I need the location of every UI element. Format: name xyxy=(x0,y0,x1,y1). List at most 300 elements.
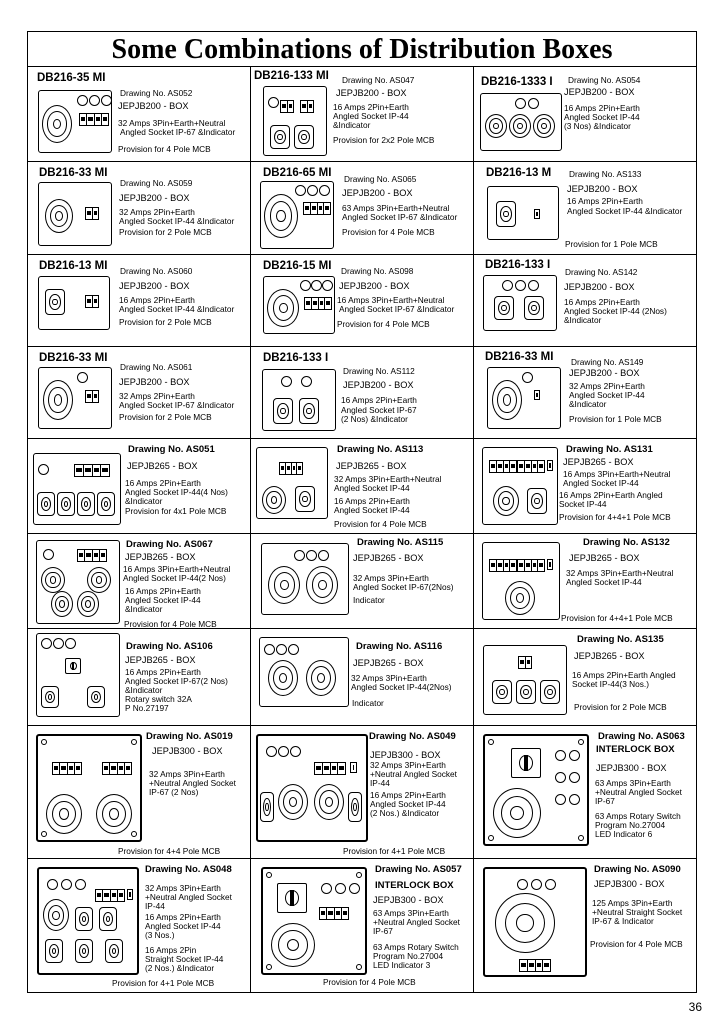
indicator-lamp xyxy=(47,879,58,890)
drawing-number: Drawing No. AS067 xyxy=(126,539,213,550)
spec-line: 16 Amps 2Pin+Earth xyxy=(334,496,410,506)
box-drawing xyxy=(487,186,559,240)
mcb-icon xyxy=(518,656,532,669)
socket-icon xyxy=(278,784,308,820)
socket-icon xyxy=(51,591,73,617)
spec-line: Angled Socket IP-44 xyxy=(566,577,642,587)
mcb-provision: Provision for 4+4+1 Pole MCB xyxy=(559,512,671,522)
model-code: DB216-133 I xyxy=(263,352,329,364)
socket-icon xyxy=(509,114,531,138)
indicator-lamp xyxy=(290,746,301,757)
indicator-lamp xyxy=(569,772,580,783)
box-drawing xyxy=(33,453,121,525)
mcb-icon xyxy=(300,100,314,113)
spec-line: 63 Amps 3Pin+Earth+Neutral xyxy=(342,203,450,213)
spec-line: Angled Socket IP-44 xyxy=(563,478,639,488)
mcb-provision: Provision for 1 Pole MCB xyxy=(565,239,658,249)
model-code: DB216-1333 I xyxy=(481,76,553,88)
spec-line: +Neutral Angled Socket xyxy=(370,769,457,779)
box-type: JEPJB300 - BOX xyxy=(594,879,665,889)
product-cell xyxy=(474,859,696,992)
model-code: DB216-15 MI xyxy=(263,260,332,272)
product-cell xyxy=(28,439,250,533)
socket-icon xyxy=(87,686,105,708)
mcb-provision: Provision for 1 Pole MCB xyxy=(569,414,662,424)
box-drawing xyxy=(483,867,587,977)
mcb-icon xyxy=(280,100,294,113)
spec-line: (3 Nos) &Indicator xyxy=(564,121,631,131)
mcb-icon xyxy=(534,209,540,219)
indicator-lamp xyxy=(555,772,566,783)
spec-line: 32 Amps 3Pin+Earth+Neutral xyxy=(334,474,442,484)
spec-line: Angled Socket IP-44(4 Nos) xyxy=(125,487,228,497)
product-cell xyxy=(474,629,696,725)
indicator-lamp xyxy=(276,644,287,655)
page-number: 36 xyxy=(688,1000,702,1014)
spec-line: &Indicator xyxy=(333,120,371,130)
spec-line: +Neutral Angled Socket xyxy=(149,778,236,788)
box-type: JEPJB300 - BOX xyxy=(370,750,441,760)
model-code: DB216-13 M xyxy=(486,167,552,179)
drawing-number: Drawing No. AS060 xyxy=(120,266,193,276)
box-drawing xyxy=(36,540,120,624)
spec-line: 63 Amps 3Pin+Earth xyxy=(373,908,449,918)
spec-line: &Indicator xyxy=(569,399,607,409)
socket-icon xyxy=(96,794,132,834)
indicator-lamp xyxy=(335,883,346,894)
screw-icon xyxy=(41,831,47,837)
model-code: DB216-133 I xyxy=(485,259,551,271)
drawing-number: Drawing No. AS133 xyxy=(569,169,642,179)
box-drawing xyxy=(36,633,120,717)
mcb-icon xyxy=(519,959,551,972)
box-drawing xyxy=(256,447,328,519)
product-cell xyxy=(28,347,250,438)
box-drawing xyxy=(480,93,562,151)
box-type: JEPJB265 - BOX xyxy=(569,553,640,563)
spec-line: 16 Amps 2Pin+Earth xyxy=(145,912,221,922)
mcb-icon xyxy=(314,762,346,775)
spec-line: Straight Socket IP-44 xyxy=(145,954,224,964)
mcb-provision: Provision for 2 Pole MCB xyxy=(119,317,212,327)
mcb-icon xyxy=(74,464,110,477)
socket-icon xyxy=(273,398,293,424)
product-cell xyxy=(474,347,696,438)
indicator-lamp xyxy=(43,549,54,560)
box-type: JEPJB265 - BOX xyxy=(336,461,407,471)
box-type: JEPJB200 - BOX xyxy=(118,101,189,111)
box-type: JEPJB300 - BOX xyxy=(152,746,223,756)
spec-line: 16 Amps 2Pin+Earth Angled xyxy=(559,490,663,500)
box-drawing xyxy=(36,734,142,842)
spec-line: &Indicator xyxy=(564,315,602,325)
spec-line: Angled Socket IP-44 xyxy=(569,390,645,400)
spec-line: 63 Amps 3Pin+Earth xyxy=(595,778,671,788)
box-drawing xyxy=(262,369,336,431)
spec-line: Angled Socket IP-67 &Indicator xyxy=(120,127,236,137)
indicator-lamp xyxy=(266,746,277,757)
mcb-icon xyxy=(489,559,517,572)
spec-line: +Neutral Angled Socket xyxy=(595,787,682,797)
spec-line: IP-67 (2 Nos) xyxy=(149,787,199,797)
indicator-lamp xyxy=(288,644,299,655)
indicator-lamp xyxy=(517,879,528,890)
socket-icon xyxy=(75,939,93,963)
indicator-lamp xyxy=(38,464,49,475)
drawing-number: Drawing No. AS047 xyxy=(342,75,415,85)
spec-line: 32 Amps 2Pin+Earth xyxy=(119,207,195,217)
box-type: JEPJB200 - BOX xyxy=(119,377,190,387)
indicator-lamp xyxy=(555,794,566,805)
spec-line: Rotary switch 32A xyxy=(125,694,192,704)
drawing-number: Drawing No. AS063 xyxy=(598,731,685,742)
drawing-number: Drawing No. AS131 xyxy=(566,444,653,455)
mcb-provision: Provision for 4+4 Pole MCB xyxy=(118,846,221,856)
spec-line: Angled Socket IP-44 xyxy=(564,112,640,122)
box-drawing xyxy=(259,637,349,707)
spec-line: Angled Socket IP-44 xyxy=(334,505,410,515)
indicator-lamp xyxy=(545,879,556,890)
indicator-lamp xyxy=(53,638,64,649)
screw-icon xyxy=(578,739,584,745)
socket-icon xyxy=(77,591,99,617)
box-type: JEPJB265 - BOX xyxy=(353,553,424,563)
drawing-number: Drawing No. AS090 xyxy=(594,864,681,875)
product-cell xyxy=(251,859,473,992)
socket-icon xyxy=(43,380,73,420)
socket-icon xyxy=(493,486,519,516)
product-cell xyxy=(251,162,473,254)
product-cell xyxy=(251,726,473,858)
box-variant: INTERLOCK BOX xyxy=(375,880,454,891)
spec-line: 16 Amps 3Pin+Earth+Neutral xyxy=(563,469,671,479)
indicator-lamp xyxy=(306,550,317,561)
spec-line: Angled Socket IP-44 xyxy=(145,921,221,931)
socket-icon xyxy=(495,893,555,953)
spec-line: &Indicator xyxy=(125,496,163,506)
product-cell xyxy=(474,255,696,346)
spec-line: 32 Amps 3Pin+Earth xyxy=(353,573,429,583)
socket-icon xyxy=(314,784,344,820)
product-cell xyxy=(474,726,696,858)
box-drawing xyxy=(261,867,367,975)
spec-line: Angled Socket IP-44 xyxy=(333,111,409,121)
spec-line: 16 Amps 2Pin+Earth xyxy=(125,478,201,488)
indicator-lamp xyxy=(264,644,275,655)
drawing-number: Drawing No. AS052 xyxy=(120,88,193,98)
socket-icon xyxy=(268,566,300,604)
spec-line: Indicator xyxy=(353,595,385,605)
screw-icon xyxy=(356,964,362,970)
spec-line: 16 Amps 2Pin xyxy=(145,945,197,955)
spec-line: IP-67 xyxy=(373,926,393,936)
indicator-lamp xyxy=(278,746,289,757)
socket-icon xyxy=(306,660,336,696)
box-type: JEPJB200 - BOX xyxy=(342,188,413,198)
drawing-number: Drawing No. AS113 xyxy=(337,444,424,455)
spec-line: +Neutral Angled Socket xyxy=(145,892,232,902)
indicator-lamp xyxy=(569,750,580,761)
drawing-number: Drawing No. AS049 xyxy=(369,731,456,742)
model-code: DB216-133 MI xyxy=(254,70,329,82)
product-cell xyxy=(251,255,473,346)
box-type: JEPJB265 - BOX xyxy=(125,655,196,665)
drawing-number: Drawing No. AS116 xyxy=(356,641,443,652)
spec-line: 16 Amps 2Pin+Earth xyxy=(333,102,409,112)
indicator-lamp xyxy=(41,638,52,649)
mcb-provision: Provision for 4+4+1 Pole MCB xyxy=(561,613,673,623)
spec-line: 16 Amps 2Pin+Earth xyxy=(564,103,640,113)
spec-line: Angled Socket IP-44 xyxy=(125,595,201,605)
mcb-icon xyxy=(85,207,99,220)
box-drawing xyxy=(487,367,561,429)
spec-line: IP-67 & Indicator xyxy=(592,916,654,926)
socket-icon xyxy=(57,492,75,516)
indicator-lamp xyxy=(77,372,88,383)
drawing-number: Drawing No. AS098 xyxy=(341,266,414,276)
drawing-number: Drawing No. AS059 xyxy=(120,178,193,188)
indicator-lamp xyxy=(321,883,332,894)
drawing-number: Drawing No. AS135 xyxy=(577,634,664,645)
mcb-icon xyxy=(547,460,553,471)
box-drawing xyxy=(38,90,112,153)
spec-line: +Neutral Straight Socket xyxy=(592,907,683,917)
indicator-lamp xyxy=(319,185,330,196)
model-code: DB216-33 MI xyxy=(39,167,108,179)
spec-line: Angled Socket IP-67 &Indicator xyxy=(339,304,455,314)
box-drawing xyxy=(483,275,557,331)
socket-icon xyxy=(262,486,286,514)
box-drawing xyxy=(38,367,112,429)
spec-line: Angled Socket IP-44 xyxy=(370,799,446,809)
indicator-lamp xyxy=(268,97,279,108)
spec-line: Angled Socket IP-67 xyxy=(341,405,417,415)
spec-line: 32 Amps 3Pin+Earth xyxy=(145,883,221,893)
rotary-switch-icon xyxy=(277,883,307,913)
indicator-lamp xyxy=(515,280,526,291)
product-cell xyxy=(474,534,696,628)
mcb-provision: Provision for 4 Pole MCB xyxy=(124,619,217,629)
socket-icon xyxy=(268,660,298,696)
spec-line: 32 Amps 3Pin+Earth+Neutral xyxy=(566,568,674,578)
mcb-provision: Provision for 4 Pole MCB xyxy=(323,977,416,987)
socket-icon xyxy=(43,899,69,931)
screw-icon xyxy=(131,739,137,745)
spec-line: 16 Amps 2Pin+Earth xyxy=(119,295,195,305)
indicator-lamp xyxy=(61,879,72,890)
indicator-lamp xyxy=(294,550,305,561)
indicator-lamp xyxy=(349,883,360,894)
spec-line: 16 Amps 2Pin+Earth xyxy=(370,790,446,800)
mcb-icon xyxy=(52,762,82,775)
box-type: JEPJB200 - BOX xyxy=(567,184,638,194)
indicator-lamp xyxy=(528,280,539,291)
product-cell xyxy=(28,859,250,992)
indicator-lamp xyxy=(301,376,312,387)
socket-icon xyxy=(99,907,117,931)
spec-line: 32 Amps 3Pin+Earth xyxy=(370,760,446,770)
model-code: DB216-13 MI xyxy=(39,260,108,272)
spec-line: 16 Amps 3Pin+Earth+Neutral xyxy=(337,295,445,305)
mcb-provision: Provision for 2x2 Pole MCB xyxy=(333,135,435,145)
box-type: JEPJB200 - BOX xyxy=(336,88,407,98)
mcb-icon xyxy=(79,113,109,126)
spec-line: LED Indicator 6 xyxy=(595,829,653,839)
indicator-lamp xyxy=(281,376,292,387)
spec-line: IP-44 xyxy=(370,778,390,788)
mcb-icon xyxy=(547,559,553,570)
box-type: JEPJB200 - BOX xyxy=(119,193,190,203)
drawing-number: Drawing No. AS149 xyxy=(571,357,644,367)
mcb-icon xyxy=(303,202,331,215)
socket-icon xyxy=(299,398,319,424)
product-cell xyxy=(474,162,696,254)
model-code: DB216-33 MI xyxy=(39,352,108,364)
spec-line: IP-44 xyxy=(145,901,165,911)
spec-line: Socket IP-44 xyxy=(559,499,607,509)
mcb-icon xyxy=(517,460,545,473)
drawing-number: Drawing No. AS061 xyxy=(120,362,193,372)
drawing-number: Drawing No. AS142 xyxy=(565,267,638,277)
indicator-lamp xyxy=(555,750,566,761)
screw-icon xyxy=(131,831,137,837)
spec-line: Angled Socket IP-44(2Nos) xyxy=(351,682,452,692)
spec-line: Angled Socket IP-67(2 Nos) xyxy=(125,676,228,686)
spec-line: 32 Amps 3Pin+Earth+Neutral xyxy=(118,118,226,128)
box-variant: INTERLOCK BOX xyxy=(596,744,675,755)
indicator-lamp xyxy=(522,372,533,383)
spec-line: Program No.27004 xyxy=(595,820,666,830)
spec-line: (2 Nos.) &Indicator xyxy=(370,808,440,818)
box-drawing xyxy=(38,276,110,330)
rotary-switch-icon xyxy=(511,748,541,778)
socket-icon xyxy=(527,488,547,514)
indicator-lamp xyxy=(531,879,542,890)
drawing-number: Drawing No. AS132 xyxy=(583,537,670,548)
model-code: DB216-65 MI xyxy=(263,167,332,179)
box-drawing xyxy=(483,734,589,846)
mcb-provision: Provision for 4+1 Pole MCB xyxy=(343,846,446,856)
socket-icon xyxy=(492,380,522,420)
mcb-provision: Provision for 4x1 Pole MCB xyxy=(125,506,227,516)
socket-icon xyxy=(294,125,314,149)
drawing-number: Drawing No. AS048 xyxy=(145,864,232,875)
drawing-number: Drawing No. AS115 xyxy=(357,537,444,548)
socket-icon xyxy=(270,125,290,149)
product-cell xyxy=(251,534,473,628)
mcb-provision: Provision for 2 Pole MCB xyxy=(119,412,212,422)
box-type: JEPJB265 - BOX xyxy=(563,457,634,467)
mcb-icon xyxy=(319,907,349,920)
mcb-icon xyxy=(279,462,303,475)
spec-line: 16 Amps 2Pin+Earth xyxy=(564,297,640,307)
socket-icon xyxy=(348,792,362,822)
mcb-icon xyxy=(127,889,133,900)
spec-line: Indicator xyxy=(352,698,384,708)
product-cell xyxy=(251,347,473,438)
socket-icon xyxy=(45,939,63,963)
spec-line: Angled Socket IP-44 &Indicator xyxy=(567,206,683,216)
spec-line: 32 Amps 3Pin+Earth xyxy=(351,673,427,683)
socket-icon xyxy=(492,680,512,704)
mcb-icon xyxy=(95,889,125,902)
spec-line: 16 Amps 3Pin+Earth+Neutral xyxy=(123,564,231,574)
product-cell xyxy=(251,629,473,725)
spec-line: 63 Amps Rotary Switch xyxy=(595,811,681,821)
socket-icon xyxy=(97,492,115,516)
page-title: Some Combinations of Distribution Boxes xyxy=(111,34,613,65)
indicator-lamp xyxy=(307,185,318,196)
spec-line: (2 Nos.) &Indicator xyxy=(145,963,215,973)
spec-line: 16 Amps 2Pin+Earth Angled xyxy=(572,670,676,680)
screw-icon xyxy=(488,739,494,745)
mcb-icon xyxy=(517,559,545,572)
socket-icon xyxy=(485,114,507,138)
spec-line: IP-67 xyxy=(595,796,615,806)
socket-icon xyxy=(264,194,298,238)
mcb-icon xyxy=(534,390,540,400)
socket-icon xyxy=(533,114,555,138)
spec-line: 16 Amps 2Pin+Earth xyxy=(125,667,201,677)
product-cell xyxy=(28,726,250,858)
product-cell xyxy=(251,439,473,533)
spec-line: Angled Socket IP-44 &Indicator xyxy=(119,304,235,314)
spec-line: Program No.27004 xyxy=(373,951,444,961)
indicator-lamp xyxy=(65,638,76,649)
box-type: JEPJB200 - BOX xyxy=(564,87,635,97)
screw-icon xyxy=(266,872,272,878)
product-cell xyxy=(28,162,250,254)
screw-icon xyxy=(488,835,494,841)
mcb-icon xyxy=(85,295,99,308)
spec-line: Socket IP-44(3 Nos.) xyxy=(572,679,650,689)
socket-icon xyxy=(306,566,338,604)
spec-line: 32 Amps 2Pin+Earth xyxy=(569,381,645,391)
socket-icon xyxy=(271,923,315,967)
box-drawing xyxy=(263,276,335,334)
indicator-lamp xyxy=(89,95,100,106)
drawing-number: Drawing No. AS019 xyxy=(146,731,233,742)
mcb-provision: Provision for 4 Pole MCB xyxy=(590,939,683,949)
model-code: DB216-35 MI xyxy=(37,72,106,84)
product-cell xyxy=(28,67,250,161)
indicator-lamp xyxy=(528,98,539,109)
box-drawing xyxy=(260,181,334,249)
indicator-lamp xyxy=(311,280,322,291)
drawing-number: Drawing No. AS112 xyxy=(343,366,415,376)
socket-icon xyxy=(540,680,560,704)
spec-line: 32 Amps 2Pin+Earth xyxy=(119,391,195,401)
mcb-icon xyxy=(350,762,357,773)
socket-icon xyxy=(75,907,93,931)
socket-icon xyxy=(87,567,111,593)
box-type: JEPJB200 - BOX xyxy=(119,281,190,291)
box-drawing xyxy=(482,542,560,620)
socket-icon xyxy=(505,581,535,615)
box-type: JEPJB300 - BOX xyxy=(373,895,444,905)
socket-icon xyxy=(494,296,514,320)
screw-icon xyxy=(356,872,362,878)
mcb-icon xyxy=(489,460,517,473)
socket-icon xyxy=(37,492,55,516)
box-drawing xyxy=(37,867,139,975)
spec-line: Angled Socket IP-67(2Nos) xyxy=(353,582,454,592)
box-drawing xyxy=(263,86,327,156)
indicator-lamp xyxy=(515,98,526,109)
mcb-icon xyxy=(77,549,107,562)
drawing-number: Drawing No. AS065 xyxy=(344,174,417,184)
socket-icon xyxy=(41,567,65,593)
